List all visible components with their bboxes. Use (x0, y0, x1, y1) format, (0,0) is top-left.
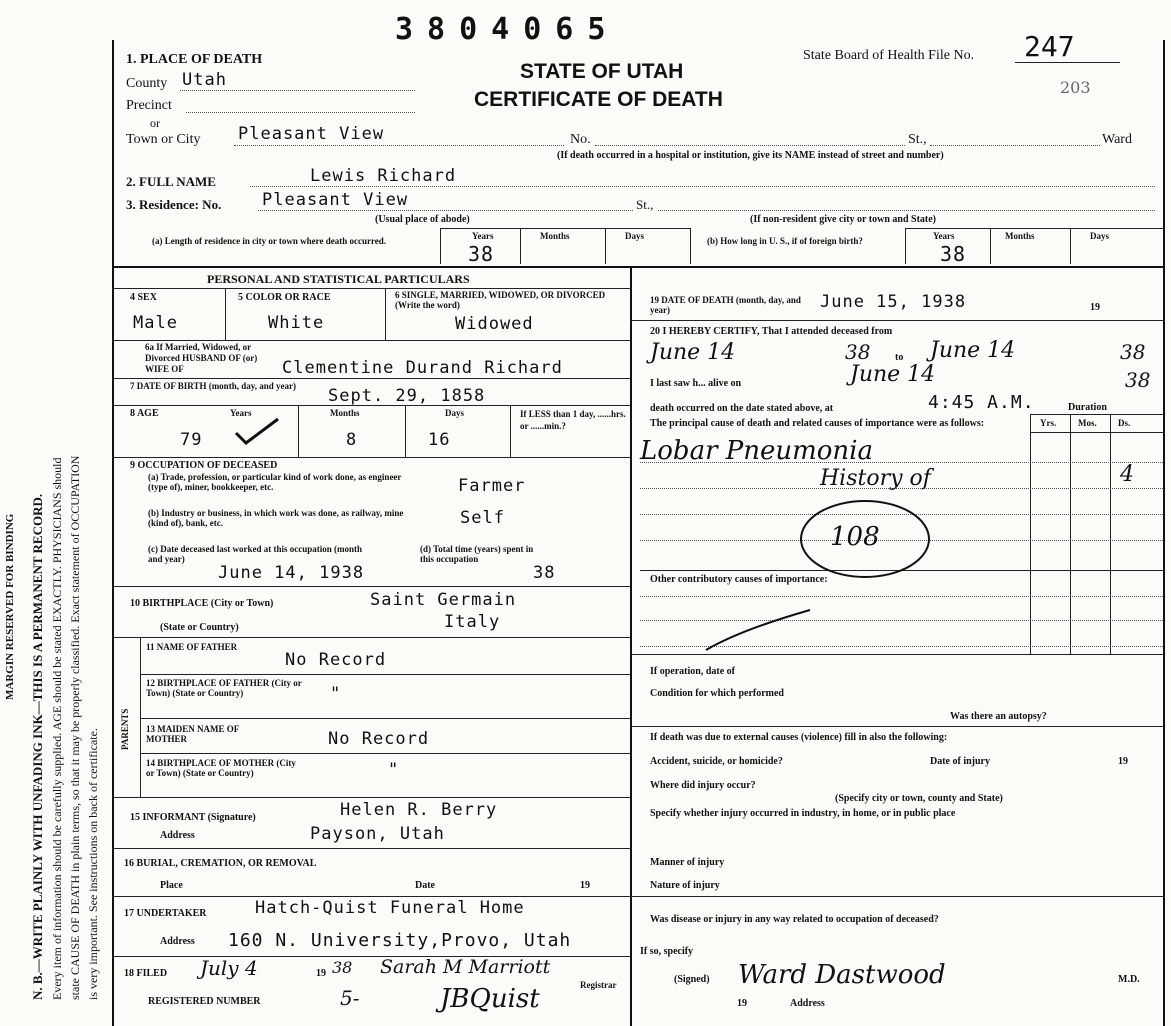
hospital-note: (If death occurred in a hospital or institution, give its NAME instead of street and number) (557, 150, 944, 161)
residence-label: 3. Residence: No. (126, 197, 222, 212)
place-heading: 1. PLACE OF DEATH (126, 52, 263, 67)
physician-signature: Ward Dastwood (738, 960, 946, 990)
residence-years: 38 (468, 242, 495, 266)
attended-to-year: 38 (1120, 340, 1146, 364)
no-label: No. (570, 132, 591, 147)
death-time: 4:45 A.M. (928, 392, 1035, 413)
mother-name: No Record (328, 729, 430, 749)
margin-instruction-2: Every item of information should be carefully supplied. AGE should be stated EXACTLY. PHYSICIANS should (50, 457, 64, 1000)
town-label: Town or City (126, 132, 201, 147)
registrar-signature: Sarah M Marriott (380, 956, 551, 978)
us-years: 38 (940, 242, 967, 266)
last-saw-date: June 14 (850, 362, 936, 387)
specify-where-label: Specify whether injury occurred in industry, in home, or in public place (650, 808, 956, 819)
parents-side-label: PARENTS (120, 708, 130, 750)
occupation-c-value: June 14, 1938 (218, 563, 365, 583)
dob-label: 7 DATE OF BIRTH (month, day, and year) (130, 381, 296, 391)
to-label: to (895, 352, 904, 363)
circled-code: 108 (830, 522, 880, 552)
certificate-title: CERTIFICATE OF DEATH (474, 88, 723, 111)
nonresident-note: (If non-resident give city or town and State) (750, 214, 937, 225)
st-label: St., (908, 132, 927, 147)
related-occupation-label: Was disease or injury in any way related to occupation of deceased? (650, 914, 939, 925)
contributory-label: Other contributory causes of importance: (650, 574, 828, 585)
occupation-b-value: Self (460, 508, 505, 528)
manner-label: Manner of injury (650, 857, 725, 868)
birthplace-city: Saint Germain (370, 590, 517, 610)
occupation-label: 9 OCCUPATION OF DECEASED (130, 460, 278, 471)
father-birthplace-label: 12 BIRTHPLACE OF FATHER (City or Town) (State or Country) (146, 678, 302, 698)
margin-instruction-1: N. B.—WRITE PLAINLY WITH UNFADING INK—THIS IS A PERMANENT RECORD. (30, 493, 45, 1000)
spouse-label: 6a If Married, Widowed, or Divorced HUSBAND OF (or) WIFE OF (145, 342, 258, 374)
checkmark-icon (232, 415, 282, 447)
specify-city-label: (Specify city or town, county and State) (835, 793, 1003, 804)
cause-secondary: History of (820, 466, 931, 491)
father-name-label: 11 NAME OF FATHER (146, 642, 238, 652)
full-name-label: 2. FULL NAME (126, 174, 216, 189)
file-label: State Board of Health File No. (803, 48, 975, 63)
county-label: County (126, 76, 168, 91)
signed-year-label: 19 (737, 998, 747, 1009)
father-birthplace: " (330, 684, 342, 704)
occupation-c-label: (c) Date deceased last worked at this occupation (month and year) (148, 544, 362, 564)
burial-place-label: Place (160, 880, 183, 891)
sex-value: Male (133, 313, 178, 333)
months-label: Months (540, 231, 570, 241)
death-date: June 15, 1938 (820, 292, 967, 312)
cause-duration-days: 4 (1120, 462, 1134, 487)
ward-label: Ward (1102, 132, 1132, 147)
informant-value: Helen R. Berry (340, 800, 498, 820)
attended-from: June 14 (650, 340, 736, 365)
accident-label: Accident, suicide, or homicide? (650, 756, 783, 767)
mos-label: Mos. (1078, 418, 1097, 428)
file-number: 247 (1024, 30, 1075, 63)
age-months-label: Months (330, 408, 360, 418)
foreign-birth-label: (b) How long in U. S., if of foreign birth? (707, 236, 863, 246)
birthplace-country: Italy (444, 612, 501, 632)
age-days: 16 (428, 430, 451, 450)
cause-label: The principal cause of death and related causes of importance were as follows: (650, 418, 985, 429)
mother-birthplace: " (388, 760, 400, 780)
informant-label: 15 INFORMANT (Signature) (130, 812, 256, 823)
days-label: Days (625, 231, 645, 241)
secondary-number: 203 (1060, 78, 1091, 97)
full-name-value: Lewis Richard (310, 166, 457, 186)
undertaker-value: Hatch-Quist Funeral Home (255, 898, 525, 918)
us-months-label: Months (1005, 231, 1035, 241)
filed-label: 18 FILED (124, 968, 168, 979)
spouse-value: Clementine Durand Richard (282, 358, 563, 378)
us-years-label: Years (933, 231, 955, 241)
burial-year-label: 19 (580, 880, 590, 891)
operation-label: If operation, date of (650, 666, 735, 677)
mother-birthplace-label: 14 BIRTHPLACE OF MOTHER (City or Town) (State or Country) (146, 758, 296, 778)
length-residence-label: (a) Length of residence in city or town where death occurred. (152, 236, 387, 246)
nature-label: Nature of injury (650, 880, 720, 891)
burial-label: 16 BURIAL, CREMATION, OR REMOVAL (124, 858, 317, 869)
less-than-label: If LESS than 1 day, ......hrs. or ......min.? (520, 409, 626, 431)
registered-number: 5- (340, 986, 360, 1010)
condition-label: Condition for which performed (650, 688, 784, 699)
dob-value: Sept. 29, 1858 (328, 386, 486, 406)
birthplace-state-label: (State or Country) (160, 622, 239, 633)
last-saw-year: 38 (1125, 368, 1151, 392)
md-label: M.D. (1118, 974, 1140, 985)
external-causes-label: If death was due to external causes (violence) fill in also the following: (650, 732, 948, 743)
registrar-initials: JBQuist (440, 984, 540, 1014)
father-name: No Record (285, 650, 387, 670)
us-days-label: Days (1090, 231, 1110, 241)
occupation-b-label: (b) Industry or business, in which work was done, as railway, mine (kind of), bank, etc. (148, 508, 404, 528)
personal-heading: PERSONAL AND STATISTICAL PARTICULARS (207, 272, 470, 286)
certify-label: 20 I HEREBY CERTIFY, That I attended deceased from (650, 326, 893, 337)
age-years: 79 (180, 430, 203, 450)
registered-number-label: REGISTERED NUMBER (148, 996, 261, 1007)
filed-year-prefix: 19 (316, 968, 326, 979)
undertaker-address: 160 N. University,Provo, Utah (228, 930, 572, 951)
age-label: 8 AGE (130, 408, 159, 419)
filed-year: 38 (332, 958, 353, 977)
informant-address: Payson, Utah (310, 824, 445, 844)
signed-label: (Signed) (674, 974, 710, 985)
undertaker-label: 17 UNDERTAKER (124, 908, 207, 919)
injury-year-label: 19 (1118, 756, 1128, 767)
attended-from-year: 38 (845, 340, 871, 364)
marital-label: 6 SINGLE, MARRIED, WIDOWED, OR DIVORCED (Write the word) (395, 290, 606, 310)
or-label: or (150, 116, 160, 130)
where-injury-label: Where did injury occur? (650, 780, 756, 791)
registrar-label: Registrar (580, 980, 617, 990)
sex-label: 4 SEX (130, 292, 157, 303)
occupation-a-value: Farmer (458, 476, 526, 496)
filed-date: July 4 (200, 956, 258, 980)
death-year-label: 19 (1090, 302, 1100, 313)
margin-instruction-3: state CAUSE OF DEATH in plain terms, so that it may be properly classified. Exact statement of OCCUPATION (68, 455, 82, 1000)
burial-date-label: Date (415, 880, 435, 891)
yrs-label: Yrs. (1040, 418, 1057, 428)
race-value: White (268, 313, 325, 333)
informant-address-label: Address (160, 830, 195, 841)
race-label: 5 COLOR OR RACE (238, 292, 331, 303)
death-date-label: 19 DATE OF DEATH (month, day, and year) (650, 295, 801, 315)
birthplace-label: 10 BIRTHPLACE (City or Town) (130, 598, 274, 609)
ds-label: Ds. (1118, 418, 1131, 428)
if-so-label: If so, specify (640, 946, 694, 957)
serial-number: 3804065 (395, 12, 620, 47)
residence-st-label: St., (636, 197, 654, 212)
injury-date-label: Date of injury (930, 756, 990, 767)
last-saw-label: I last saw h... alive on (650, 378, 742, 389)
precinct-label: Precinct (126, 98, 172, 113)
autopsy-label: Was there an autopsy? (950, 711, 1047, 722)
margin-binding-text: MARGIN RESERVED FOR BINDING (4, 513, 16, 700)
occupation-d-value: 38 (533, 563, 556, 583)
county-value: Utah (182, 70, 227, 90)
abode-note: (Usual place of abode) (375, 214, 470, 225)
occupation-d-label: (d) Total time (years) spent in this occupation (420, 544, 534, 564)
age-months: 8 (346, 430, 358, 450)
residence-value: Pleasant View (262, 190, 409, 210)
occupation-a-label: (a) Trade, profession, or particular kind of work done, as engineer (type of), miner, bookkeeper, etc. (148, 472, 402, 492)
mother-name-label: 13 MAIDEN NAME OF MOTHER (146, 724, 239, 744)
state-title: STATE OF UTAH (520, 60, 684, 83)
attended-to: June 14 (930, 338, 1016, 363)
marital-value: Widowed (455, 314, 534, 334)
undertaker-address-label: Address (160, 936, 195, 947)
cause-primary: Lobar Pneumonia (640, 436, 873, 466)
occurred-label: death occurred on the date stated above, at (650, 403, 834, 414)
pen-stroke (700, 600, 820, 660)
age-years-label: Years (230, 408, 252, 418)
town-value: Pleasant View (238, 124, 385, 144)
duration-label: Duration (1068, 402, 1107, 413)
age-days-label: Days (445, 408, 465, 418)
margin-instruction-4: is very important. See instructions on back of certificate. (86, 728, 100, 1000)
years-label: Years (472, 231, 494, 241)
physician-address-label: Address (790, 998, 825, 1009)
